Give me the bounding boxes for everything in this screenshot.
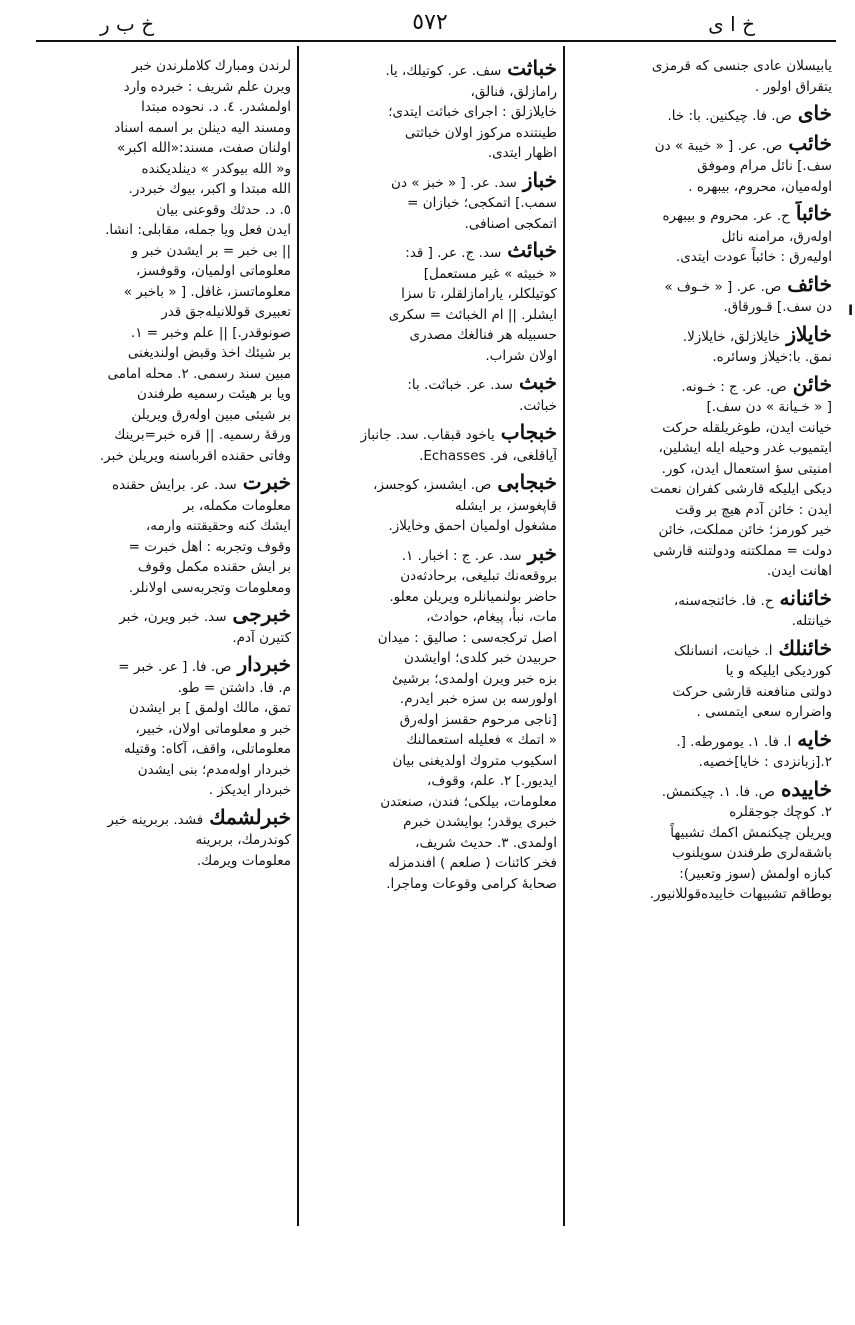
dictionary-entry [570, 101, 832, 127]
entry-line [305, 874, 557, 895]
entry-line [305, 370, 557, 396]
dictionary-entry [570, 56, 832, 97]
entry-line [305, 566, 557, 587]
entry-line [570, 438, 832, 459]
header-left-key: خ ب ر [100, 12, 155, 36]
entry-line [305, 264, 557, 285]
entry-line [570, 479, 832, 500]
entry-text: ص. عر. [ « خـوف » [664, 278, 782, 295]
entry-text: اهانت ایدن. [766, 563, 832, 579]
entry-line [570, 682, 832, 703]
entry-text: باشقه‌لری طرفندن سویلنوب [672, 845, 832, 861]
entry-text: سد. عر. ج : اخبار. ۱. [401, 547, 522, 564]
entry-line [33, 159, 291, 180]
entry-text: اولیه‌رق : خائباً عودت ایتدی. [675, 249, 832, 265]
entry-line [305, 284, 557, 305]
entry-line [33, 261, 291, 282]
dictionary-entry [305, 238, 557, 366]
entry-text: حربیدن خبر کلدی؛ اوایشدن [403, 650, 557, 666]
entry-headword: خبجابی [497, 470, 557, 494]
entry-line [33, 241, 291, 262]
entry-line [33, 405, 291, 426]
entry-line [305, 102, 557, 123]
entry-line [305, 751, 557, 772]
entry-text: کوتیلکلر، یارامازلقلر، تا سزا [401, 286, 557, 302]
entry-line [305, 607, 557, 628]
entry-text: ویریلن چیکنمش اکمك تشبیهاً [670, 824, 832, 841]
entry-text: معلوماتلی، واقف، آکاه: وقتیله [123, 741, 291, 757]
entry-text: ومعلومات وتجربه‌سی اولانلر. [128, 579, 291, 596]
entry-headword: خباز [522, 167, 557, 192]
entry-text: معلومات ویرمك. [196, 852, 291, 869]
entry-line [570, 884, 832, 905]
entry-line [305, 193, 557, 214]
entry-line [33, 323, 291, 344]
entry-text: ایتمیوب غدر وحیله ایله ایشلین، [658, 440, 832, 456]
entry-text: مات، نبأ، پیغام، حوادث، [426, 609, 557, 625]
entry-line [570, 777, 832, 803]
entry-text: اصل ترکجه‌سی : صالیق : میدان [377, 629, 557, 646]
entry-line [33, 282, 291, 303]
entry-text: سف.] نائل مرام وموفق [697, 158, 832, 174]
entry-text: سد. عر. خباثت. با: [407, 377, 513, 393]
entry-text: ص. فا. [ عر. خبر = [118, 659, 232, 675]
entry-line [33, 364, 291, 385]
entry-headword: خایه [797, 726, 832, 751]
entry-line [33, 200, 291, 221]
dictionary-entry [305, 370, 557, 416]
header-right-key: خ ا ی [708, 12, 755, 36]
dictionary-entry [570, 322, 832, 368]
entry-line [33, 698, 291, 719]
entry-text: بر شیئی مبین اوله‌رق ویریلن [131, 406, 291, 423]
entry-text: حسبیله هر فنالغك مصدری [409, 327, 557, 343]
entry-text: ومسند الیه دینلن بر اسمه اسناد [114, 119, 291, 136]
entry-text: صحابهٔ کرامی وقوعات وماجرا. [386, 875, 557, 892]
entry-text: سد. عر. برایش حقنده [112, 477, 237, 493]
entry-text: لرندن ومبارك کلاملرندن خبر [131, 58, 291, 74]
entry-line [570, 77, 832, 98]
dictionary-entry [33, 602, 291, 648]
entry-line [305, 628, 557, 649]
entry-line [305, 325, 557, 346]
entry-text: بروقعه‌نك تبلیغی، برحادثه‌دن [400, 568, 557, 584]
dictionary-entry [305, 470, 557, 537]
entry-line [570, 500, 832, 521]
entry-line [33, 760, 291, 781]
entry-text: وقوف وتجربه : اهل خبرت = [128, 538, 291, 555]
entry-text: خبر و معلوماتی اولان، خبیر، [135, 720, 291, 737]
page-edge-mark: I [848, 303, 854, 319]
entry-text: اولان شراب. [485, 347, 557, 364]
entry-text: ۲.[زبانزدی : خایا]خصیه. [698, 754, 832, 770]
dictionary-entry [305, 541, 557, 895]
entry-line [33, 384, 291, 405]
entry-text: ایدن : خائن آدم هیچ بر وقت [675, 501, 832, 518]
entry-text: ایشلر. || ام الخبائث = سکری [388, 306, 557, 323]
entry-line [305, 82, 557, 103]
entry-text: بر شیئك اخذ وقبض اولندیغنی [127, 345, 291, 361]
entry-text: وفاتی حقنده اقرباسنه ویریلن خبر. [99, 447, 291, 464]
entry-line [305, 792, 557, 813]
entry-line [570, 397, 832, 418]
entry-line [33, 830, 291, 851]
entry-line [33, 780, 291, 801]
page-header [30, 10, 835, 38]
entry-line [33, 118, 291, 139]
entry-line [570, 520, 832, 541]
entry-line [33, 302, 291, 323]
entry-text: خبردار اوله‌مدم؛ بنی ایشدن [137, 761, 291, 778]
entry-text: اولمشدر. ٤. د. نحوده مبتدا [141, 99, 291, 115]
entry-text: خبردار ایدیکز . [208, 782, 291, 798]
entry-headword: خای [797, 101, 832, 125]
entry-text: کبازه اولمش (سوز وتعبیر): [679, 865, 832, 882]
entry-text: کوردیکی ایلیکه و یا [725, 663, 832, 679]
entry-text: دولتی منافعنه قارشی حرکت [672, 683, 832, 700]
column-divider [563, 46, 565, 1226]
entry-text: ایدیور.] ۲. علم، وقوف، [426, 773, 557, 789]
entry-line [33, 678, 291, 699]
entry-line [33, 496, 291, 517]
entry-line [570, 418, 832, 439]
entry-text: ا. فا. ۱. یومورطه. [. [676, 733, 792, 750]
entry-line [33, 537, 291, 558]
entry-text: معلومات مکمله، بر [183, 497, 291, 514]
dictionary-entry [570, 777, 832, 905]
entry-line [570, 227, 832, 248]
entry-line [305, 305, 557, 326]
entry-line [305, 123, 557, 144]
entry-line [33, 97, 291, 118]
entry-line [570, 702, 832, 723]
entry-line [305, 496, 557, 517]
entry-line [33, 470, 291, 496]
entry-text: سد. ج. عر. [ قد: [405, 245, 502, 261]
entry-text: م. فا. داشتن = طو. [177, 679, 291, 696]
entry-text: ص. عر. [ « خیبة » دن [654, 137, 783, 154]
entry-text: و« الله بیوکدر » دینلدیکنده [141, 160, 291, 177]
entry-line [570, 752, 832, 773]
entry-text: معلوماتسز، غافل. [ « باخبر » [123, 283, 291, 300]
entry-line [33, 652, 291, 678]
entry-line [570, 247, 832, 268]
entry-text: « خبیثه » غیر مستعمل] [423, 265, 557, 282]
entry-text: واضراره سعی ایتمسی . [696, 704, 832, 720]
entry-text: اتمکجی اصنافی. [464, 215, 557, 232]
entry-headword: خائباً [795, 201, 832, 225]
entry-headword: خایلاز [786, 321, 832, 346]
entry-line [305, 689, 557, 710]
entry-headword: خبث [518, 370, 557, 394]
entry-text: ویرن علم شریف : خبرده وارد [123, 78, 291, 95]
entry-headword: خبجاب [500, 420, 557, 444]
entry-line [570, 843, 832, 864]
entry-text: اولمدی. ۳. حدیث شریف، [415, 834, 557, 851]
entry-line [570, 541, 832, 562]
entry-line [33, 343, 291, 364]
entry-text: فشد. بربرینه خبر [107, 811, 204, 828]
entry-text: دن سف.] قـورقاق. [723, 299, 832, 315]
column-middle [305, 56, 557, 898]
column-left [33, 56, 291, 875]
entry-line [305, 420, 557, 446]
entry-text: ۲. کوچك جوجقلره [729, 804, 832, 820]
entry-text: امنیتی سؤ استعمال ایدن، کور. [661, 460, 832, 477]
entry-line [570, 661, 832, 682]
entry-text: ویا بر هیئت رسمیه طرفندن [137, 386, 291, 402]
entry-text: ص. عر. ج : خـونه. [681, 378, 787, 395]
entry-line [570, 802, 832, 823]
entry-line [305, 648, 557, 669]
entry-line [33, 739, 291, 760]
entry-line [570, 636, 832, 662]
entry-text: مشغول اولمیان احمق وخایلاز. [388, 518, 557, 534]
dictionary-entry [570, 586, 832, 632]
entry-text: معلوماتی اولمیان، وقوفسز، [135, 263, 291, 279]
entry-headword: خبر [527, 540, 557, 565]
entry-line [305, 214, 557, 235]
entry-text: خبری یوقدر؛ بوایشدن خبرم [403, 814, 557, 830]
entry-text: خیر کورمز؛ خائن مملکت، خائن [658, 522, 832, 538]
entry-text: کتیرن آدم. [232, 629, 291, 646]
dictionary-entry [570, 727, 832, 773]
entry-text: [ناجی مرحوم حقسز اوله‌رق [399, 711, 557, 728]
entry-line [305, 446, 557, 467]
entry-text: صونوقدر.] || علم وخبر = ۱. [130, 324, 291, 341]
dictionary-entry [570, 636, 832, 723]
entry-text: سد. خبر ویرن، خبر [119, 609, 227, 625]
entry-text: طینتنده مرکوز اولان خباثتی [404, 124, 557, 141]
entry-text: ا. خیانت، انسانلک [673, 642, 773, 659]
entry-text: آیاقلغی، فر. Echasses. [419, 447, 557, 464]
entry-headword: خائف [787, 271, 832, 296]
entry-line [305, 396, 557, 417]
entry-text: اظهار ایتدی. [487, 145, 557, 161]
dictionary-entry [305, 56, 557, 164]
entry-text: [ « خـیانة » دن سف.] [706, 399, 832, 415]
page-number: ٥٧٢ [412, 10, 448, 35]
entry-line [33, 77, 291, 98]
entry-line [33, 179, 291, 200]
entry-headword: خبائث [507, 238, 557, 262]
entry-text: نمق. با:خیلاز وسائره. [712, 349, 832, 365]
entry-text: سد. عر. [ « خبز » دن [391, 174, 517, 191]
entry-line [33, 138, 291, 159]
entry-line [33, 557, 291, 578]
entry-line [305, 143, 557, 164]
entry-line [305, 833, 557, 854]
entry-headword: خائن [792, 371, 832, 396]
entry-line [570, 459, 832, 480]
entry-line [305, 346, 557, 367]
entry-line [570, 201, 832, 227]
entry-text: « اتمك » فعلیله استعمالنك [406, 732, 557, 748]
entry-text: کوندرمك، بربرینه [195, 832, 291, 848]
entry-line [33, 805, 291, 831]
dictionary-entry [570, 131, 832, 198]
entry-text: خیانتله. [791, 613, 832, 629]
entry-headword: خائب [788, 130, 832, 155]
entry-text: خیانت ایدن، طوغریلقله حرکت [662, 419, 832, 436]
dictionary-entry [570, 372, 832, 582]
entry-line [305, 771, 557, 792]
entry-line [33, 446, 291, 467]
dictionary-entry [305, 168, 557, 235]
entry-line [305, 730, 557, 751]
entry-line [570, 611, 832, 632]
entry-text: یابیسلان عادی جنسی که قرمزی [651, 58, 832, 74]
dictionary-entry [33, 805, 291, 872]
entry-text: سمب.] اتمکجی؛ خبازان = [407, 195, 557, 211]
entry-text: یاخود قبقاب. سد. جانباز [360, 427, 495, 443]
entry-text: دولت = مملکتنه ودولتنه قارشی [653, 542, 832, 559]
entry-line [570, 322, 832, 348]
entry-headword: خائنلك [778, 635, 832, 660]
dictionary-entry [33, 470, 291, 598]
entry-line [305, 516, 557, 537]
entry-line [570, 864, 832, 885]
entry-headword: خباثت [507, 56, 557, 80]
entry-line [570, 823, 832, 844]
entry-line [33, 578, 291, 599]
entry-text: تعبیری قوللانیله‌جق قدر [161, 304, 291, 320]
entry-line [33, 516, 291, 537]
dictionary-entry [570, 201, 832, 268]
entry-text: سف. عر. کوتیلك، یا. [385, 63, 502, 79]
entry-text: حاضر بولنمیانلره ویریلن معلو. [389, 588, 557, 605]
entry-line [570, 372, 832, 398]
entry-headword: خبرلشمك [209, 804, 291, 829]
entry-line [305, 541, 557, 567]
entry-text: فخر کائنات ( صلعم ) افندمزله [388, 855, 557, 871]
entry-line [570, 297, 832, 318]
entry-line [33, 220, 291, 241]
entry-text: قاپغوسز، بر ایشله [455, 497, 557, 514]
entry-text: ص. ایشسز، کوجسز، [373, 477, 492, 493]
entry-line [305, 168, 557, 194]
dictionary-entry [33, 56, 291, 466]
entry-text: اوله‌رق، مرامنه نائل [721, 228, 832, 245]
entry-text: تمق، مالك اولمق ] بر ایشدن [129, 700, 291, 716]
entry-line [33, 851, 291, 872]
header-rule [36, 40, 836, 42]
entry-line [570, 56, 832, 77]
entry-text: خایلازلق، خایلازلا. [682, 328, 781, 345]
entry-text: بر ایش حقنده مکمل وقوف [137, 559, 291, 575]
entry-text: اولورسه بن سزه خبر ایدرم. [399, 691, 557, 707]
entry-line [305, 587, 557, 608]
dictionary-entry [570, 272, 832, 318]
entry-line [570, 177, 832, 198]
entry-text: اوله‌میان، محروم، بیبهره . [688, 178, 832, 195]
entry-headword: خبرت [242, 470, 291, 494]
entry-text: اسکیوب متروك اولدیغنی بیان [392, 752, 557, 769]
entry-line [570, 727, 832, 753]
entry-line [33, 602, 291, 628]
column-divider [297, 46, 299, 1226]
entry-text: الله مبتدا و اکبر، بیوك خبردر. [128, 181, 291, 197]
entry-line [305, 56, 557, 82]
entry-line [570, 101, 832, 127]
entry-text: ایشك کنه وحقیقتنه وارمه، [145, 518, 291, 534]
entry-line [570, 272, 832, 298]
entry-text: بزه خبر ویرن اولمدی؛ برشیئ [392, 670, 557, 687]
entry-text: اولنان صفت، مسند:«الله اکبر» [116, 140, 291, 156]
entry-text: رامازلق، فنالق، [470, 83, 557, 100]
entry-text: خباثت. [519, 397, 557, 414]
entry-text: ورقهٔ رسمیه. || قره خبر=برینك [114, 427, 291, 443]
entry-line [570, 586, 832, 612]
entry-text: یتقراق اولور . [754, 78, 832, 95]
entry-line [305, 470, 557, 496]
entry-text: ص. فا. ۱. چیکنمش. [661, 783, 775, 800]
entry-headword: خبردار [237, 652, 291, 676]
entry-text: ح. عر. محروم و بیبهره [662, 208, 790, 224]
entry-text: مبین سند رسمی. ۲. محله امامی [107, 365, 291, 382]
entry-text: معلومات، بیلکی؛ فندن، صنعتدن [380, 793, 557, 810]
entry-text: ح. فا. خائنجه‌سنه، [673, 592, 774, 609]
entry-line [305, 853, 557, 874]
entry-line [570, 561, 832, 582]
entry-line [305, 710, 557, 731]
entry-text: خایلازلق : اجرای خباثت ایتدی؛ [388, 104, 557, 120]
entry-text: ٥. د. حدثك وقوعنی بیان [156, 201, 291, 218]
entry-line [570, 131, 832, 157]
entry-text: دیکی ایلیکه قارشی کفران نعمت [650, 481, 832, 497]
entry-line [305, 812, 557, 833]
entry-headword: خبرجی [232, 602, 291, 626]
entry-line [305, 238, 557, 264]
entry-text: ایدن فعل ویا جمله، مقابلی: انشا. [105, 222, 291, 238]
entry-headword: خائنانه [779, 585, 832, 610]
dictionary-entry [305, 420, 557, 466]
entry-text: بوطاقم تشبیهات خاییده‌قوللانیور. [649, 886, 832, 902]
entry-text: ص. فا. چیکنین. با: خا. [667, 108, 792, 124]
entry-headword: خاییده [780, 776, 832, 801]
entry-line [570, 347, 832, 368]
entry-line [33, 719, 291, 740]
entry-line [33, 56, 291, 77]
entry-line [33, 425, 291, 446]
entry-line [305, 669, 557, 690]
dictionary-entry [33, 652, 291, 801]
entry-line [570, 156, 832, 177]
column-right [570, 56, 832, 909]
entry-text: || بی خبر = بر ایشدن خبر و [131, 242, 291, 259]
entry-line [33, 628, 291, 649]
